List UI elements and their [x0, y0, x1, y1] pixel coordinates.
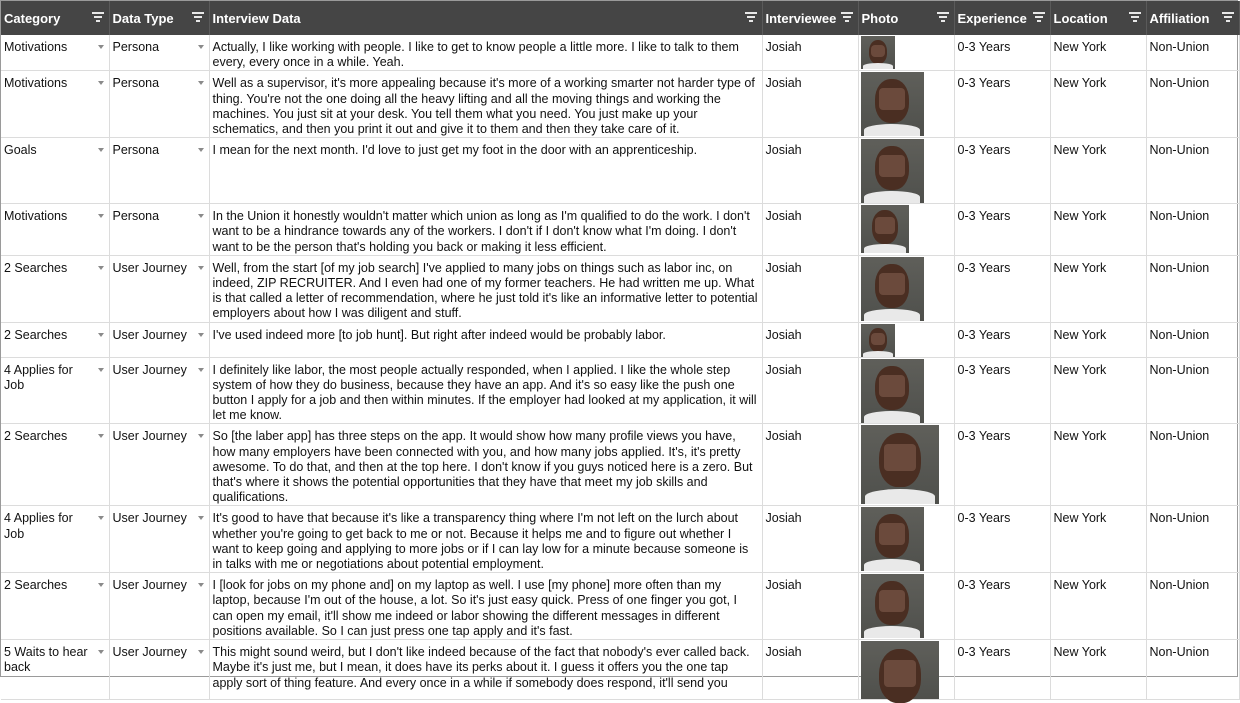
- interview-data-cell[interactable]: [209, 138, 762, 204]
- location-value: New York: [1053, 511, 1107, 526]
- interview-text: In the Union it honestly wouldn't matter which union as long as I'm qualified to do the work. I don't want to be a hindrance towards any of the workers. I don't if I don't know what I'm doing. I don't want to be the person that's holding you back or making it less efficient.: [212, 209, 750, 254]
- interview-data-cell[interactable]: [209, 255, 762, 322]
- table-row[interactable]: [1, 424, 1239, 506]
- interview-data-cell[interactable]: [209, 322, 762, 357]
- category-value: 4 Applies for Job: [4, 511, 73, 541]
- interviewee-value: Josiah: [765, 76, 802, 91]
- column-header-label: Affiliation: [1149, 10, 1210, 26]
- experience-cell[interactable]: [954, 255, 1050, 322]
- dropdown-caret-icon[interactable]: [98, 45, 104, 49]
- interviewee-value: Josiah: [765, 362, 802, 377]
- interviewee-cell[interactable]: [762, 357, 858, 424]
- photo-cell[interactable]: [858, 71, 954, 138]
- photo-cell[interactable]: [858, 35, 954, 71]
- location-cell[interactable]: [1050, 255, 1146, 322]
- data-type-cell[interactable]: [109, 506, 209, 573]
- experience-cell[interactable]: [954, 204, 1050, 256]
- location-value: New York: [1053, 40, 1107, 54]
- dropdown-caret-icon[interactable]: [198, 45, 204, 49]
- dropdown-caret-icon[interactable]: [198, 650, 204, 654]
- interviewee-cell[interactable]: [762, 71, 858, 138]
- affiliation-value: Non-Union: [1149, 143, 1210, 158]
- interviewee-value: Josiah: [765, 327, 802, 342]
- affiliation-value: Non-Union: [1149, 645, 1210, 660]
- interviewee-value: Josiah: [765, 209, 802, 224]
- interview-text: Actually, I like working with people. I like to get to know people a little more. I like to talk to them every, every once in a while. Yeah.: [212, 40, 739, 70]
- interviewee-value: Josiah: [765, 645, 802, 660]
- dropdown-caret-icon[interactable]: [198, 368, 204, 372]
- data-type-cell[interactable]: [109, 71, 209, 138]
- affiliation-cell[interactable]: [1146, 573, 1239, 640]
- interviewee-cell[interactable]: [762, 573, 858, 640]
- category-cell[interactable]: [1, 640, 109, 700]
- data-type-value: User Journey: [112, 327, 187, 342]
- interviewee-value: Josiah: [765, 260, 802, 275]
- experience-cell[interactable]: [954, 357, 1050, 424]
- data-type-value: Persona: [112, 40, 160, 54]
- location-cell[interactable]: [1050, 138, 1146, 204]
- data-type-value: User Journey: [112, 578, 187, 593]
- interview-text: It's good to have that because it's like a transparency thing where I'm not left on the lurch about whether you're going to get back to me or not. Because it helps me and to figure out whether I want to keep going and applying to more jobs or if I can lay low for a minute because someone is in talks with me or negotiations about potential employment.: [212, 511, 749, 572]
- interview-text: This might sound weird, but I don't like indeed because of the fact that nobody's ever called back. Maybe it's just me, but I mean, it does have its perks about it. I guess it offers you the one tap apply sort of thing feature. And every once in a while if somebody does respond, it'll send you: [212, 645, 750, 690]
- column-header-data-type[interactable]: [109, 1, 209, 35]
- dropdown-caret-icon[interactable]: [98, 333, 104, 337]
- affiliation-value: Non-Union: [1149, 511, 1210, 526]
- interviewee-photo: [861, 324, 895, 357]
- interviewee-photo: [861, 425, 939, 504]
- dropdown-caret-icon[interactable]: [98, 434, 104, 438]
- data-type-cell[interactable]: [109, 138, 209, 204]
- interviewee-cell[interactable]: [762, 424, 858, 506]
- interview-text: I mean for the next month. I'd love to just get my foot in the door with an apprenticeship.: [212, 143, 698, 158]
- category-cell[interactable]: [1, 357, 109, 424]
- table-row[interactable]: [1, 35, 1239, 71]
- interviewee-cell[interactable]: [762, 204, 858, 256]
- interview-text: Well, from the start [of my job search] I've applied to many jobs on things such as labor inc, on indeed, ZIP RECRUITER. And I even had one of my former teachers. He had written me up. What is that called a letter of recommendation, where he just told it's like an informative letter to potential employers about how I was diligent and stuff.: [212, 260, 758, 321]
- location-cell[interactable]: [1050, 424, 1146, 506]
- location-cell[interactable]: [1050, 357, 1146, 424]
- dropdown-caret-icon[interactable]: [98, 148, 104, 152]
- experience-cell[interactable]: [954, 573, 1050, 640]
- dropdown-caret-icon[interactable]: [98, 583, 104, 587]
- column-header-label: Experience: [957, 10, 1027, 26]
- interview-data-cell[interactable]: [209, 573, 762, 640]
- experience-cell[interactable]: [954, 506, 1050, 573]
- dropdown-caret-icon[interactable]: [98, 81, 104, 85]
- location-cell[interactable]: [1050, 35, 1146, 71]
- data-type-value: User Journey: [112, 429, 187, 444]
- column-header-interview-data[interactable]: [209, 1, 762, 35]
- affiliation-value: Non-Union: [1149, 76, 1210, 91]
- interview-data-cell[interactable]: [209, 424, 762, 506]
- dropdown-caret-icon[interactable]: [198, 266, 204, 270]
- affiliation-cell[interactable]: [1146, 357, 1239, 424]
- column-header-category[interactable]: [1, 1, 109, 35]
- interview-data-cell[interactable]: [209, 640, 762, 700]
- category-cell[interactable]: [1, 424, 109, 506]
- interview-data-cell[interactable]: [209, 204, 762, 256]
- data-type-cell[interactable]: [109, 640, 209, 700]
- interviewee-photo: [861, 507, 924, 571]
- interviewee-value: Josiah: [765, 511, 802, 526]
- data-type-value: Persona: [112, 209, 160, 224]
- category-cell[interactable]: [1, 322, 109, 357]
- data-type-cell[interactable]: [109, 573, 209, 640]
- location-cell[interactable]: [1050, 573, 1146, 640]
- location-cell[interactable]: [1050, 322, 1146, 357]
- filter-icon[interactable]: [1222, 12, 1234, 22]
- category-cell[interactable]: [1, 573, 109, 640]
- location-value: New York: [1053, 76, 1107, 91]
- experience-cell[interactable]: [954, 322, 1050, 357]
- category-value: 2 Searches: [4, 260, 68, 275]
- photo-cell[interactable]: [858, 204, 954, 256]
- interview-text: I [look for jobs on my phone and] on my laptop as well. I use [my phone] more often than my laptop, because I'm out of the house, a lot. So it's just easy quick. Press of one finger you got, I can open my email, it'll show me indeed or labor showing the different messages in different positions available. So I can just press one tap apply and it's fast.: [212, 578, 738, 638]
- data-type-value: Persona: [112, 76, 160, 91]
- data-type-value: User Journey: [112, 511, 187, 526]
- dropdown-caret-icon[interactable]: [198, 333, 204, 337]
- category-value: 5 Waits to hear back: [4, 645, 88, 675]
- interview-data-cell[interactable]: [209, 506, 762, 573]
- interview-text: Well as a supervisor, it's more appealing because it's more of a working smarter not harder type of thing. You're not the one doing all the heavy lifting and all the moving things and working the machines. You just sit at your desk. You tell them what you need. You just make up your schematics, and then you print it out and give it to them and then they take care of it.: [212, 76, 755, 137]
- table-row[interactable]: [1, 71, 1239, 138]
- table-header: [1, 1, 1239, 35]
- affiliation-cell[interactable]: [1146, 640, 1239, 700]
- table-row[interactable]: [1, 640, 1239, 700]
- interviewee-photo: [861, 72, 924, 136]
- interviewee-cell[interactable]: [762, 640, 858, 700]
- affiliation-cell[interactable]: [1146, 255, 1239, 322]
- affiliation-value: Non-Union: [1149, 40, 1210, 54]
- experience-value: 0-3 Years: [957, 645, 1011, 660]
- location-value: New York: [1053, 143, 1107, 158]
- experience-value: 0-3 Years: [957, 429, 1011, 444]
- category-value: 4 Applies for Job: [4, 362, 73, 392]
- affiliation-cell[interactable]: [1146, 71, 1239, 138]
- affiliation-value: Non-Union: [1149, 429, 1210, 444]
- column-header-photo[interactable]: [858, 1, 954, 35]
- dropdown-caret-icon[interactable]: [198, 583, 204, 587]
- category-cell[interactable]: [1, 35, 109, 71]
- affiliation-value: Non-Union: [1149, 362, 1210, 377]
- photo-cell[interactable]: [858, 357, 954, 424]
- experience-cell[interactable]: [954, 71, 1050, 138]
- data-table: [1, 1, 1240, 700]
- interviewee-photo: [861, 574, 924, 638]
- photo-cell[interactable]: [858, 255, 954, 322]
- interview-data-cell[interactable]: [209, 35, 762, 71]
- table-row[interactable]: [1, 204, 1239, 256]
- dropdown-caret-icon[interactable]: [198, 434, 204, 438]
- interviewee-cell[interactable]: [762, 322, 858, 357]
- category-value: Motivations: [4, 209, 68, 224]
- filter-icon[interactable]: [1033, 12, 1045, 22]
- affiliation-cell[interactable]: [1146, 204, 1239, 256]
- data-type-cell[interactable]: [109, 424, 209, 506]
- location-cell[interactable]: [1050, 71, 1146, 138]
- affiliation-cell[interactable]: [1146, 138, 1239, 204]
- dropdown-caret-icon[interactable]: [98, 368, 104, 372]
- table-row[interactable]: [1, 573, 1239, 640]
- experience-value: 0-3 Years: [957, 76, 1011, 91]
- photo-cell[interactable]: [858, 138, 954, 204]
- column-header-label: Interview Data: [212, 10, 301, 26]
- data-type-value: User Journey: [112, 362, 187, 377]
- interviewee-cell[interactable]: [762, 35, 858, 71]
- interview-data-cell[interactable]: [209, 71, 762, 138]
- dropdown-caret-icon[interactable]: [98, 266, 104, 270]
- affiliation-value: Non-Union: [1149, 327, 1210, 342]
- data-type-cell[interactable]: [109, 204, 209, 256]
- category-cell[interactable]: [1, 255, 109, 322]
- experience-value: 0-3 Years: [957, 327, 1011, 342]
- interviewee-photo: [861, 139, 924, 203]
- filter-icon[interactable]: [841, 12, 853, 22]
- affiliation-value: Non-Union: [1149, 578, 1210, 593]
- filter-icon[interactable]: [1129, 12, 1141, 22]
- experience-value: 0-3 Years: [957, 40, 1011, 54]
- experience-cell[interactable]: [954, 35, 1050, 71]
- dropdown-caret-icon[interactable]: [98, 214, 104, 218]
- interview-text: I've used indeed more [to job hunt]. But right after indeed would be probably labor.: [212, 327, 666, 342]
- table-row[interactable]: [1, 138, 1239, 204]
- location-value: New York: [1053, 327, 1107, 342]
- category-cell[interactable]: [1, 138, 109, 204]
- dropdown-caret-icon[interactable]: [98, 516, 104, 520]
- photo-cell[interactable]: [858, 322, 954, 357]
- category-value: Motivations: [4, 76, 68, 91]
- filter-icon[interactable]: [192, 12, 204, 22]
- location-cell[interactable]: [1050, 640, 1146, 700]
- affiliation-cell[interactable]: [1146, 35, 1239, 71]
- table-row[interactable]: [1, 357, 1239, 424]
- table-body: [1, 35, 1239, 700]
- category-value: Motivations: [4, 40, 68, 54]
- category-cell[interactable]: [1, 204, 109, 256]
- interviewee-photo: [861, 257, 924, 321]
- data-type-cell[interactable]: [109, 357, 209, 424]
- filter-icon[interactable]: [745, 12, 757, 22]
- interview-text: So [the laber app] has three steps on the app. It would show how many profile views you have, how many employers have been connected with you, and how many jobs applied. It's, it's pretty awesome. To do that, and then at the top here. I don't know if you guys noticed here is a zero. But that's where it shows the potential opportunities that they have that meet my job skills and qualifications.: [212, 429, 753, 505]
- dropdown-caret-icon[interactable]: [198, 214, 204, 218]
- location-cell[interactable]: [1050, 204, 1146, 256]
- dropdown-caret-icon[interactable]: [198, 516, 204, 520]
- interviewee-photo: [861, 359, 924, 423]
- table-row[interactable]: [1, 506, 1239, 573]
- column-header-affiliation[interactable]: [1146, 1, 1239, 35]
- experience-cell[interactable]: [954, 424, 1050, 506]
- category-value: 2 Searches: [4, 429, 68, 444]
- column-header-experience[interactable]: [954, 1, 1050, 35]
- data-type-value: User Journey: [112, 260, 187, 275]
- column-header-label: Interviewee: [765, 10, 837, 26]
- data-type-value: User Journey: [112, 645, 187, 660]
- interviewee-value: Josiah: [765, 143, 802, 158]
- interviewee-value: Josiah: [765, 429, 802, 444]
- experience-cell[interactable]: [954, 640, 1050, 700]
- column-header-location[interactable]: [1050, 1, 1146, 35]
- photo-cell[interactable]: [858, 640, 954, 700]
- category-cell[interactable]: [1, 506, 109, 573]
- interviewee-cell[interactable]: [762, 506, 858, 573]
- location-value: New York: [1053, 429, 1107, 444]
- data-type-cell[interactable]: [109, 255, 209, 322]
- affiliation-value: Non-Union: [1149, 209, 1210, 224]
- interviewee-cell[interactable]: [762, 138, 858, 204]
- category-cell[interactable]: [1, 71, 109, 138]
- category-value: 2 Searches: [4, 327, 68, 342]
- experience-value: 0-3 Years: [957, 260, 1011, 275]
- column-header-label: Photo: [861, 10, 899, 26]
- dropdown-caret-icon[interactable]: [198, 81, 204, 85]
- data-type-value: Persona: [112, 143, 160, 158]
- dropdown-caret-icon[interactable]: [98, 650, 104, 654]
- photo-cell[interactable]: [858, 506, 954, 573]
- column-header-label: Data Type: [112, 10, 174, 26]
- affiliation-cell[interactable]: [1146, 322, 1239, 357]
- table-row[interactable]: [1, 255, 1239, 322]
- location-value: New York: [1053, 260, 1107, 275]
- experience-value: 0-3 Years: [957, 578, 1011, 593]
- experience-value: 0-3 Years: [957, 209, 1011, 224]
- affiliation-cell[interactable]: [1146, 506, 1239, 573]
- location-value: New York: [1053, 645, 1107, 660]
- location-value: New York: [1053, 362, 1107, 377]
- affiliation-cell[interactable]: [1146, 424, 1239, 506]
- category-value: Goals: [4, 143, 37, 158]
- photo-cell[interactable]: [858, 573, 954, 640]
- experience-value: 0-3 Years: [957, 511, 1011, 526]
- experience-cell[interactable]: [954, 138, 1050, 204]
- interview-text: I definitely like labor, the most people actually responded, when I applied. I like the whole step system of how they do business, because they have an app. And it's so easy like the push one button I apply for a job and then within minutes. If the employer had looked at my application, it will let me know.: [212, 362, 757, 423]
- data-type-cell[interactable]: [109, 35, 209, 71]
- location-cell[interactable]: [1050, 506, 1146, 573]
- affiliation-value: Non-Union: [1149, 260, 1210, 275]
- interviewee-value: Josiah: [765, 578, 802, 593]
- location-value: New York: [1053, 578, 1107, 593]
- filter-icon[interactable]: [937, 12, 949, 22]
- interviewee-photo: [861, 36, 895, 69]
- dropdown-caret-icon[interactable]: [198, 148, 204, 152]
- experience-value: 0-3 Years: [957, 143, 1011, 158]
- photo-cell[interactable]: [858, 424, 954, 506]
- column-header-interviewee[interactable]: [762, 1, 858, 35]
- filter-icon[interactable]: [92, 12, 104, 22]
- interviewee-photo: [861, 205, 909, 253]
- column-header-label: Category: [4, 10, 61, 26]
- interviewee-photo: [861, 641, 939, 699]
- interviewee-value: Josiah: [765, 40, 802, 54]
- interview-data-cell[interactable]: [209, 357, 762, 424]
- table-row[interactable]: [1, 322, 1239, 357]
- data-type-cell[interactable]: [109, 322, 209, 357]
- interviewee-cell[interactable]: [762, 255, 858, 322]
- column-header-label: Location: [1053, 10, 1108, 26]
- category-value: 2 Searches: [4, 578, 68, 593]
- location-value: New York: [1053, 209, 1107, 224]
- experience-value: 0-3 Years: [957, 362, 1011, 377]
